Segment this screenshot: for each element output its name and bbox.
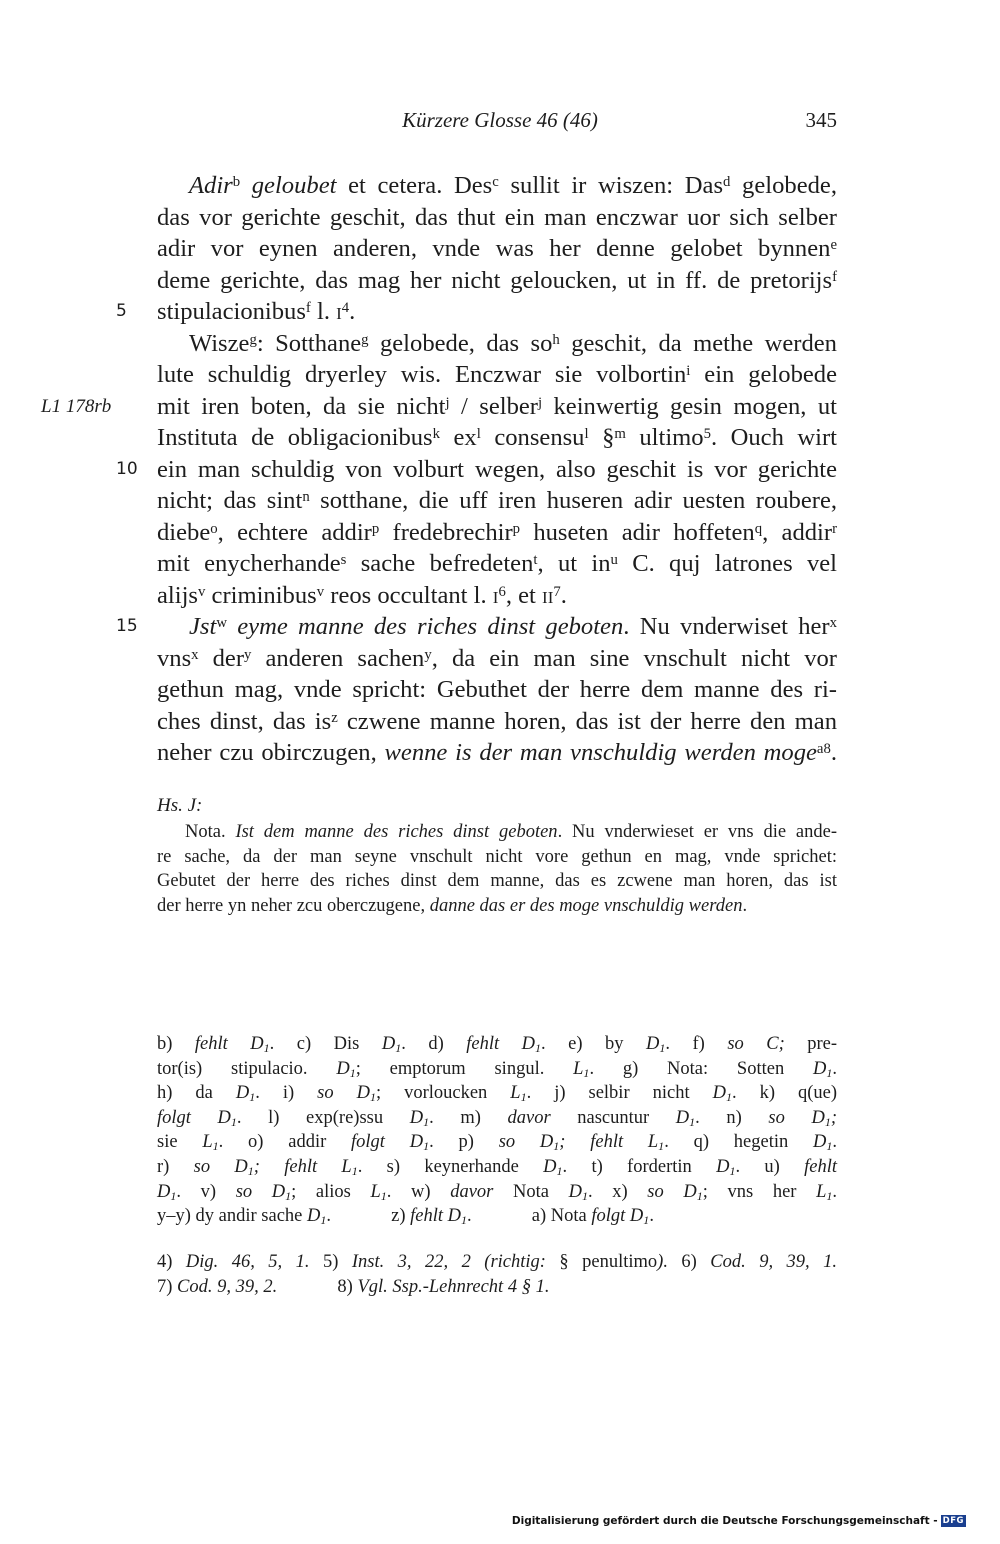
line-number: 10: [116, 458, 138, 479]
variant-line: Nota. Ist dem manne des riches dinst geboten. Nu vnderwieset er vns die ande-: [185, 822, 837, 842]
variant-line: Gebutet der herre des riches dinst dem manne, das es zcwene man horen, das ist: [157, 871, 837, 891]
apparatus-line: folgt $D_1$. l) exp(re)ssu $D_1$. m) davor nascuntur $D_1$. n) so $D_1$;: [157, 1107, 838, 1129]
text-line-4: deme gerichte, das mag her nicht geloucken, ut in ff. de pretorijs$^f$: [157, 266, 837, 294]
text-line-18: ches dinst, das $is^z$ czwene manne horen, das ist der herre den man: [157, 707, 838, 735]
text-line-9: Instituta de obligacionibus$^k$ $ex^l$ consensu$^l$ §$^m$ ultimo$^5$. Ouch wirt: [157, 424, 837, 451]
dfg-logo-icon: DFG: [942, 1516, 964, 1526]
text-line-12: diebe$^o$, echtere addir$^p$ fredebrechir$^p$ huseten adir hoffeten$^q$, addir$^r$: [157, 518, 837, 546]
source-line: 4) Dig. 46, 5, 1. 5) Inst. 3, 22, 2 (richtig: § penultimo). 6) Cod. 9, 39, 1.: [157, 1252, 838, 1272]
digitization-credit: [512, 1512, 966, 1530]
text-line-2: das vor gerichte geschit, das thut ein man enczwar uor sich selber: [157, 203, 837, 231]
manuscript-variant-j: [157, 794, 837, 918]
text-line-11: nicht; das sint$^n$ sotthane, die uff iren huseren adir uesten roubere,: [157, 487, 838, 514]
text-line-19: neher czu obirczugen, wenne is der man vnschuldig werden moge$^{a8}$.: [157, 739, 837, 766]
text-line-7: lute schuldig dryerley wis. Enczwar sie volbortin$^i$ ein gelobede: [157, 361, 837, 388]
running-title: Kürzere Glosse 46 (46): [402, 108, 598, 132]
line-number: 15: [116, 616, 138, 636]
credit-text: Digitalisierung gefördert durch die Deutsche Forschungsgemeinschaft -: [511, 1515, 938, 1527]
variant-line: re sache, da der man seyne vnschult nicht vore gethun en mag, vnde sprichet:: [157, 846, 837, 867]
apparatus-line: tor(is) stipulacio. $D_1$; emptorum singul. $L_1$. g) Nota: Sotten $D_1$.: [157, 1058, 837, 1080]
text-line-3: adir vor eynen anderen, vnde was her denne gelobet bynnen$^e$: [157, 235, 837, 262]
source-line: 7) Cod. 9, 39, 2. 8) Vgl. Ssp.-Lehnrecht 4 § 1.: [157, 1276, 550, 1297]
text-line-14: alijs$^v$ criminibus$^v$ reos occultant l. $i^6$, et $ii^7$.: [157, 581, 567, 609]
line-number: 5: [116, 301, 127, 321]
text-line-17: gethun mag, vnde spricht: Gebuthet der herre dem manne des ri-: [157, 676, 837, 703]
variant-label: Hs. J:: [157, 795, 203, 816]
variant-line: der herre yn neher zcu oberczugene, danne das er des moge vnschuldig werden.: [157, 895, 748, 916]
text-line-15: 15 Jst$^w$ eyme manne des riches dinst geboten. Nu vnderwiset her$^x$: [157, 611, 837, 643]
page-number: 345: [805, 108, 837, 132]
text-line-5: 5 stipulacionibus$^f$ l. $i^4$.: [157, 296, 837, 328]
apparatus-line: r) so $D_1$; fehlt $L_1$. s) keynerhande $D_1$. t) fordertin $D_1$. u) fehlt: [157, 1156, 838, 1178]
apparatus-line: h) da $D_1$. i) so $D_1$; vorloucken $L_1$. j) selbir nicht $D_1$. k) q(ue): [157, 1083, 837, 1105]
text-line-1: Adir$^b$ geloubet et cetera. Des$^c$ sullit ir wiszen: Das$^d$ gelobede,: [189, 172, 837, 199]
text-line-8: L1 178rb mit iren boten, da sie nicht$^j$ / selber$^j$ keinwertig gesin mogen, ut: [157, 391, 837, 423]
apparatus-line: b) fehlt $D_1$. c) Dis $D_1$. d) fehlt $D_1$. e) by $D_1$. f) so C; pre-: [157, 1034, 838, 1055]
text-line-16: vns$^x$ der$^y$ anderen sachen$^y$, da ein man sine vnschult nicht vor: [157, 644, 837, 672]
text-line-6: Wisze$^g$: Sotthane$^g$ gelobede, das $so^h$ geschit, da methe werden: [189, 329, 837, 357]
critical-apparatus: [157, 1032, 837, 1229]
text-line-13: mit enycherhande$^s$ sache befredeten$^t$, ut $in^u$ C. quj latrones vel: [157, 550, 837, 577]
main-text: [41, 170, 838, 769]
margin-folio-note: L1 178rb: [41, 395, 112, 417]
apparatus-line: y–y) dy andir sache $D_1$. z) fehlt $D_1$. a) Nota folgt $D_1$.: [157, 1206, 654, 1228]
source-references: [157, 1250, 837, 1299]
text-line-10: 10 ein man schuldig von volburt wegen, also geschit is vor gerichte: [157, 454, 837, 486]
running-head: [0, 108, 1000, 138]
apparatus-line: sie $L_1$. o) addir folgt $D_1$. p) so $D_1$; fehlt $L_1$. q) hegetin $D_1$.: [157, 1132, 838, 1154]
apparatus-line: $D_1$. v) so $D_1$; alios $L_1$. w) davor Nota $D_1$. x) so $D_1$; vns her $L_1$.: [157, 1181, 838, 1203]
